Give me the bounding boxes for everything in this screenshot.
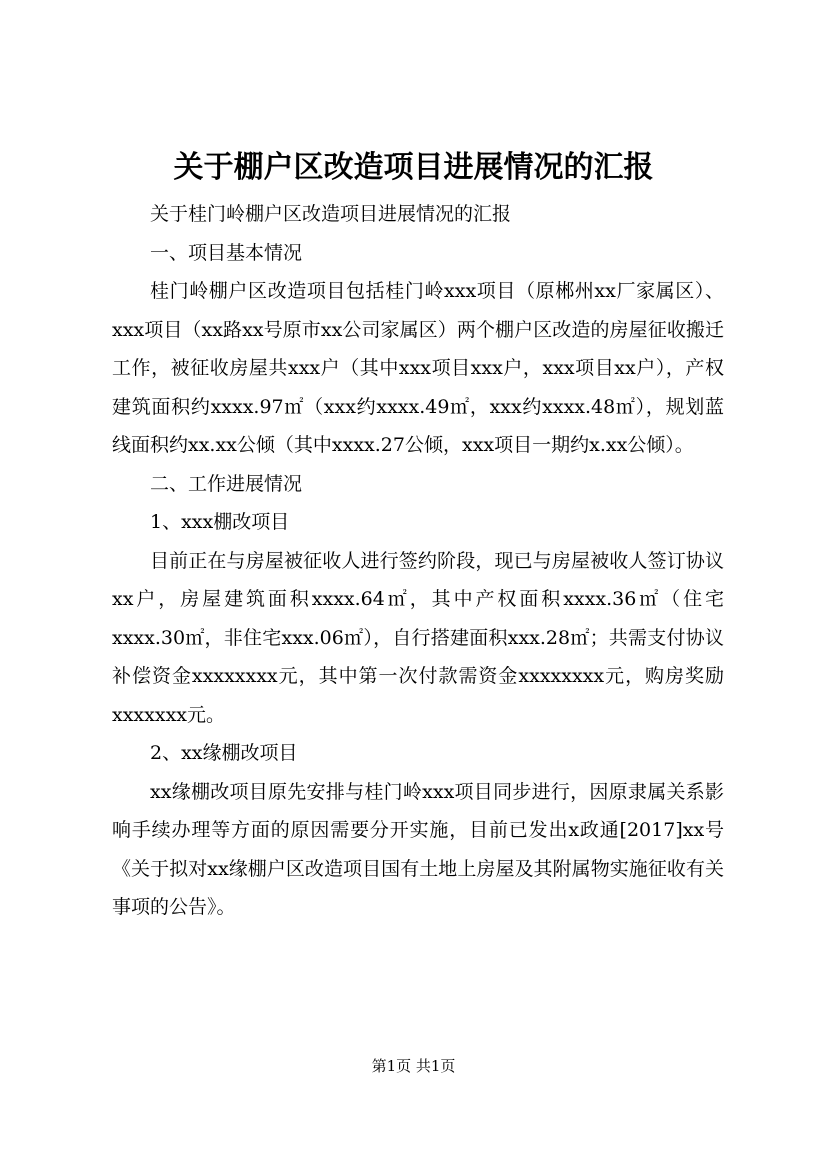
paragraph-project-2: xx缘棚改项目原先安排与桂门岭xxx项目同步进行，因原隶属关系影响手续办理等方面的原因需要分开实施，目前已发出x政通[2017]xx号《关于拟对xx缘棚户区改造项目国有土地上房屋及其附属物实施征收有关事项的公告》。 — [112, 780, 724, 918]
document-body — [112, 195, 724, 927]
paragraph-project-1: 目前正在与房屋被征收人进行签约阶段，现已与房屋被收人签订协议xx户，房屋建筑面积xxxx.64㎡，其中产权面积xxxx.36㎡（住宅xxxx.30㎡，非住宅xxx.06㎡），自行搭建面积xxx.28㎡；共需支付协议补偿资金xxxxxxxx元，其中第一次付款需资金xxxxxxxx元，购房奖励xxxxxxx元。 — [112, 549, 724, 726]
subsection-heading-project-1: 1、xxx棚改项目 — [150, 511, 290, 533]
paragraph-subtitle: 关于桂门岭棚户区改造项目进展情况的汇报 — [150, 203, 512, 225]
section-heading-progress: 二、工作进展情况 — [150, 472, 303, 495]
paragraph-basic-info: 桂门岭棚户区改造项目包括桂门岭xxx项目（原郴州xx厂家属区）、xxx项目（xx路xx号原市xx公司家属区）两个棚户区改造的房屋征收搬迁工作，被征收房屋共xxx户（其中xxx项目xxx户，xxx项目xx户），产权建筑面积约xxxx.97㎡（xxx约xxxx.49㎡，xxx约xxxx.48㎡），规划蓝线面积约xx.xx公倾（其中xxxx.27公倾，xxx项目一期约x.xx公倾）。 — [112, 280, 724, 456]
page-footer: 第1页 共1页 — [371, 1057, 456, 1075]
document-title: 关于棚户区改造项目进展情况的汇报 — [173, 150, 654, 185]
section-heading-basic-info: 一、项目基本情况 — [150, 241, 303, 264]
subsection-heading-project-2: 2、xx缘棚改项目 — [150, 742, 298, 764]
